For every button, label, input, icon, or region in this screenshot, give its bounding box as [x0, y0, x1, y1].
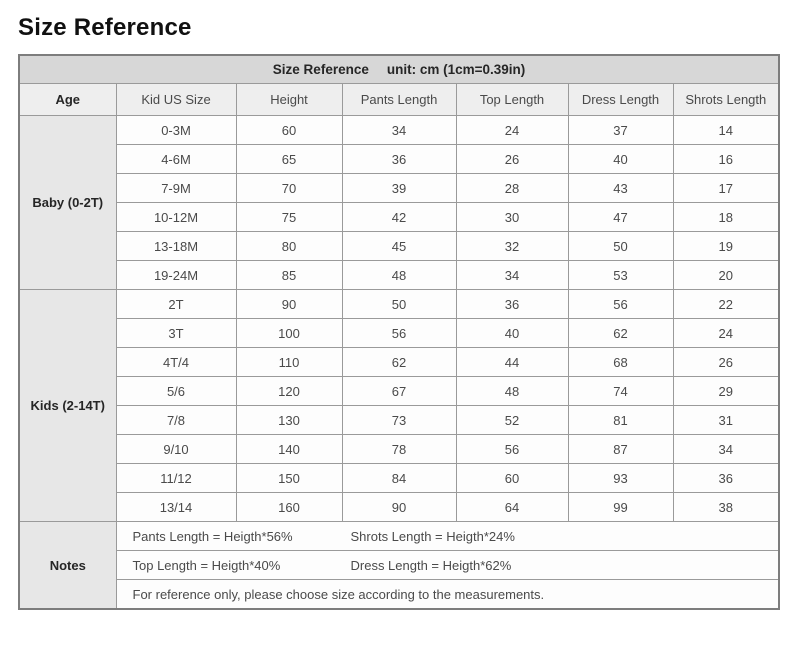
cell-dress-length: 50	[568, 232, 673, 261]
cell-dress-length: 43	[568, 174, 673, 203]
cell-height: 100	[236, 319, 342, 348]
cell-kid-us-size: 3T	[116, 319, 236, 348]
cell-top-length: 56	[456, 435, 568, 464]
cell-pants-length: 45	[342, 232, 456, 261]
note-formula-left: Pants Length = Heigth*56%	[132, 528, 293, 544]
cell-height: 75	[236, 203, 342, 232]
cell-pants-length: 56	[342, 319, 456, 348]
table-row	[19, 232, 779, 261]
cell-shrots-length: 24	[673, 319, 779, 348]
cell-kid-us-size: 4-6M	[116, 145, 236, 174]
table-row	[19, 435, 779, 464]
cell-shrots-length: 22	[673, 290, 779, 319]
notes-row	[19, 580, 779, 610]
cell-top-length: 44	[456, 348, 568, 377]
cell-shrots-length: 29	[673, 377, 779, 406]
note-text-cell	[116, 522, 779, 551]
table-row	[19, 174, 779, 203]
cell-shrots-length: 36	[673, 464, 779, 493]
cell-pants-length: 62	[342, 348, 456, 377]
cell-shrots-length: 14	[673, 116, 779, 145]
table-title: Size Reference	[272, 62, 369, 77]
cell-top-length: 60	[456, 464, 568, 493]
note-text-cell	[116, 580, 779, 610]
cell-dress-length: 68	[568, 348, 673, 377]
cell-height: 80	[236, 232, 342, 261]
note-full-text: For reference only, please choose size according to the measurements.	[132, 586, 545, 602]
cell-height: 85	[236, 261, 342, 290]
notes-row	[19, 522, 779, 551]
cell-pants-length: 90	[342, 493, 456, 522]
column-header-pants-length: Pants Length	[342, 84, 456, 116]
table-row	[19, 377, 779, 406]
cell-height: 130	[236, 406, 342, 435]
cell-dress-length: 53	[568, 261, 673, 290]
note-text-cell	[116, 551, 779, 580]
cell-top-length: 30	[456, 203, 568, 232]
cell-dress-length: 74	[568, 377, 673, 406]
page-title: Size Reference	[18, 14, 192, 41]
cell-top-length: 64	[456, 493, 568, 522]
cell-dress-length: 56	[568, 290, 673, 319]
cell-shrots-length: 34	[673, 435, 779, 464]
cell-dress-length: 37	[568, 116, 673, 145]
table-title-row	[19, 55, 779, 84]
column-header-dress-length: Dress Length	[568, 84, 673, 116]
unit-text: unit: cm (1cm=0.39in)	[386, 62, 526, 77]
cell-top-length: 24	[456, 116, 568, 145]
cell-height: 140	[236, 435, 342, 464]
cell-top-length: 32	[456, 232, 568, 261]
cell-shrots-length: 17	[673, 174, 779, 203]
cell-top-length: 48	[456, 377, 568, 406]
cell-dress-length: 40	[568, 145, 673, 174]
cell-pants-length: 73	[342, 406, 456, 435]
table-row	[19, 203, 779, 232]
cell-top-length: 34	[456, 261, 568, 290]
cell-dress-length: 62	[568, 319, 673, 348]
cell-height: 65	[236, 145, 342, 174]
table-row	[19, 145, 779, 174]
notes-label-cell: Notes	[19, 522, 116, 610]
cell-top-length: 26	[456, 145, 568, 174]
note-formula-left: Top Length = Heigth*40%	[132, 557, 281, 573]
cell-height: 160	[236, 493, 342, 522]
cell-kid-us-size: 2T	[116, 290, 236, 319]
table-row	[19, 116, 779, 145]
cell-kid-us-size: 19-24M	[116, 261, 236, 290]
notes-row	[19, 551, 779, 580]
cell-pants-length: 48	[342, 261, 456, 290]
cell-pants-length: 34	[342, 116, 456, 145]
column-header-kid-us-size: Kid US Size	[116, 84, 236, 116]
table-title-cell	[19, 55, 779, 84]
cell-kid-us-size: 13/14	[116, 493, 236, 522]
cell-top-length: 52	[456, 406, 568, 435]
cell-shrots-length: 19	[673, 232, 779, 261]
cell-kid-us-size: 10-12M	[116, 203, 236, 232]
cell-kid-us-size: 4T/4	[116, 348, 236, 377]
cell-height: 120	[236, 377, 342, 406]
cell-kid-us-size: 9/10	[116, 435, 236, 464]
cell-kid-us-size: 7/8	[116, 406, 236, 435]
cell-top-length: 28	[456, 174, 568, 203]
cell-pants-length: 42	[342, 203, 456, 232]
cell-height: 150	[236, 464, 342, 493]
cell-dress-length: 47	[568, 203, 673, 232]
cell-height: 110	[236, 348, 342, 377]
cell-pants-length: 78	[342, 435, 456, 464]
cell-kid-us-size: 0-3M	[116, 116, 236, 145]
cell-kid-us-size: 11/12	[116, 464, 236, 493]
cell-shrots-length: 16	[673, 145, 779, 174]
cell-pants-length: 50	[342, 290, 456, 319]
note-formula-right: Shrots Length = Heigth*24%	[350, 528, 515, 544]
cell-pants-length: 67	[342, 377, 456, 406]
table-row	[19, 261, 779, 290]
table-row	[19, 493, 779, 522]
cell-top-length: 36	[456, 290, 568, 319]
cell-kid-us-size: 5/6	[116, 377, 236, 406]
note-formula-right: Dress Length = Heigth*62%	[350, 557, 512, 573]
cell-pants-length: 84	[342, 464, 456, 493]
column-header-height: Height	[236, 84, 342, 116]
column-header-shrots-length: Shrots Length	[673, 84, 779, 116]
table-row	[19, 290, 779, 319]
cell-kid-us-size: 13-18M	[116, 232, 236, 261]
cell-top-length: 40	[456, 319, 568, 348]
age-group-cell-baby-0-2t: Baby (0-2T)	[19, 116, 116, 290]
table-row	[19, 348, 779, 377]
column-header-row	[19, 84, 779, 116]
cell-dress-length: 81	[568, 406, 673, 435]
cell-shrots-length: 38	[673, 493, 779, 522]
cell-height: 70	[236, 174, 342, 203]
cell-shrots-length: 31	[673, 406, 779, 435]
cell-shrots-length: 26	[673, 348, 779, 377]
table-row	[19, 406, 779, 435]
age-group-cell-kids-2-14t: Kids (2-14T)	[19, 290, 116, 522]
column-header-age: Age	[19, 84, 116, 116]
cell-pants-length: 39	[342, 174, 456, 203]
table-row	[19, 464, 779, 493]
cell-dress-length: 93	[568, 464, 673, 493]
size-reference-table	[18, 54, 780, 610]
cell-shrots-length: 18	[673, 203, 779, 232]
cell-height: 60	[236, 116, 342, 145]
table-row	[19, 319, 779, 348]
cell-shrots-length: 20	[673, 261, 779, 290]
cell-height: 90	[236, 290, 342, 319]
cell-dress-length: 99	[568, 493, 673, 522]
cell-kid-us-size: 7-9M	[116, 174, 236, 203]
cell-dress-length: 87	[568, 435, 673, 464]
cell-pants-length: 36	[342, 145, 456, 174]
column-header-top-length: Top Length	[456, 84, 568, 116]
